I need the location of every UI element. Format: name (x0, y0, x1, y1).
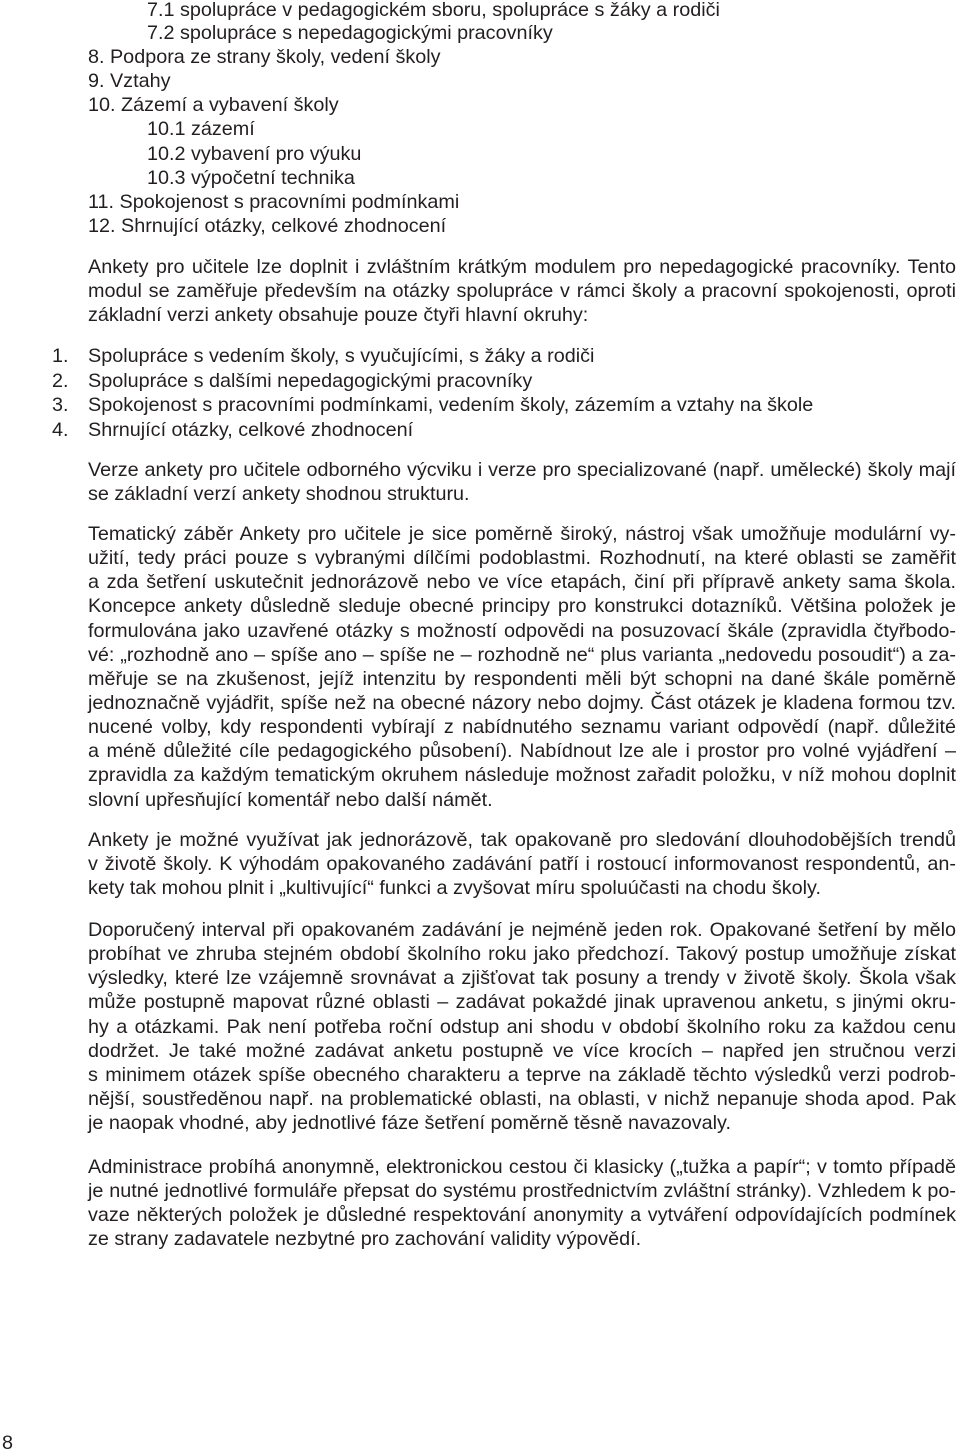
text-line: zpravidla za každým tematickým okruhem následuje možnost zařadit položku, v níž mohou doplnit (88, 764, 956, 787)
outline-item: 8. Podpora ze strany školy, vedení školy (88, 45, 441, 68)
text-line: vaze některých položek je důsledné respektování anonymity a vytváření odpovídajících podmínek (88, 1204, 956, 1227)
list-item-text: Spokojenost s pracovními podmínkami, vedením školy, zázemím a vztahy na škole (88, 394, 814, 417)
text-line: nucené volby, kdy respondenti vybírají z nabídnutého seznamu variant odpovědí (např. důležité (88, 716, 956, 739)
list-item-number: 3. (52, 394, 69, 417)
text-line: je naopak vhodné, aby jednotlivé fáze šetření poměrně těsně navazovaly. (88, 1112, 731, 1135)
outline-item: 11. Spokojenost s pracovními podmínkami (88, 190, 460, 213)
outline-item: 7.2 spolupráce s nepedagogickými pracovníky (147, 21, 553, 44)
list-item (52, 369, 956, 394)
paragraph-interval (88, 918, 956, 1135)
outline-item: 10.2 vybavení pro výuku (147, 142, 362, 165)
outline-item: 7.1 spolupráce v pedagogickém sboru, spolupráce s žáky a rodiči (147, 0, 720, 21)
text-line: Ankety je možné využívat jak jednorázově, tak opakovaně pro sledování dlouhodobějších trendů (88, 829, 956, 851)
outline-item: 10.3 výpočetní technika (147, 166, 355, 189)
text-line: a méně důležité cíle pedagogického působení). Nabídnout lze ale i prostor pro volné vyjádření – (88, 740, 956, 763)
text-line: kety tak mohou plnit i „kultivující“ funkci a zvyšovat míru spoluúčasti na chodu školy. (88, 877, 821, 900)
text-line: vé: „rozhodně ano – spíše ano – spíše ne – rozhodně ne“ plus varianta „nedovedu posoudit“) a za- (88, 643, 956, 666)
paragraph-administration (88, 1155, 956, 1252)
text-line: nější, soustředěnou např. na problematické oblasti, na oblasti, v nichž nepanuje shoda apod. Pak (88, 1087, 956, 1110)
paragraph-scope (88, 522, 956, 812)
text-line: základní verzi ankety obsahuje pouze čtyři hlavní okruhy: (88, 304, 589, 327)
list-item-number: 2. (52, 369, 69, 392)
text-line: může postupně mapovat různé oblasti – zadávat pokaždé jinak upravenou anketu, s jinými okru- (88, 991, 956, 1014)
text-line: Administrace probíhá anonymně, elektronickou cestou či klasicky („tužka a papír“; v tomto případě (88, 1156, 956, 1178)
outline-item: 12. Shrnující otázky, celkové zhodnocení (88, 214, 447, 237)
text-line: výsledky, které lze vzájemně srovnávat a zjišťovat tak posuny a trendy v životě školy. Škola však (88, 967, 956, 990)
list-item-text: Spolupráce s vedením školy, s vyučujícími, s žáky a rodiči (88, 345, 595, 367)
paragraph-repetition (88, 828, 956, 900)
list-item (52, 344, 956, 369)
outline-list (0, 0, 960, 238)
list-item-number: 4. (52, 418, 69, 441)
text-line: užití, tedy práci pouze s vybranými dílčími podoblastmi. Rozhodnutí, na které oblasti se zaměřit (88, 547, 956, 570)
text-line: jednoznačně vyjádřit, spíše než na obecné názory nebo dojmy. Část otázek je kladena formou tzv. (88, 691, 956, 714)
text-line: slovní upřesňující komentář nebo další námět. (88, 788, 493, 811)
text-line: ze strany zadavatele nezbytné pro zachování validity výpovědí. (88, 1228, 642, 1251)
text-line: Doporučený interval při opakovaném zadávání je nejméně jeden rok. Opakované šetření by mělo (88, 919, 956, 941)
text-line: Tematický záběr Ankety pro učitele je sice poměrně široký, nástroj však umožňuje modulární vy- (88, 523, 956, 545)
text-line: a zda šetření uskutečnit jednorázově nebo ve více etapách, činí při přípravě ankety sama škola. (88, 571, 956, 594)
outline-item: 10.1 zázemí (147, 118, 255, 141)
text-line: probíhat ve zhruba stejném období školního roku jako předchozí. Takový postup umožňuje získat (88, 943, 956, 966)
list-item (52, 393, 956, 418)
text-line: měřuje se na zkušenost, jejíž intenzitu by respondenti měli být schopni na dané škále poměrně (88, 667, 956, 690)
text-line: se základní verzí ankety shodnou strukturu. (88, 483, 470, 506)
text-line: modul se zaměřuje především na otázky spolupráce v rámci školy a pracovní spokojenosti, oproti (88, 280, 956, 303)
text-line: v životě školy. K výhodám opakovaného zadávání patří i rostoucí informovanost respondentů, an- (88, 853, 956, 876)
text-line: dodržet. Je také možné zadávat anketu postupně ve více krocích – napřed jen stručnou verzi (88, 1039, 956, 1062)
list-item (52, 418, 956, 443)
paragraph-module-intro (88, 255, 956, 327)
module-topics-list (52, 344, 956, 442)
text-line: Ankety pro učitele lze doplnit i zvláštním krátkým modulem pro nepedagogické pracovníky. Tento (88, 256, 956, 278)
text-line: hy a otázkami. Pak není potřeba roční odstup ani shodu v období školního roku za každou cenu (88, 1015, 956, 1038)
paragraph-variants-note (88, 458, 956, 506)
list-item-number: 1. (52, 345, 69, 367)
text-line: Koncepce ankety důsledně sleduje obecné principy pro konstrukci dotazníků. Většina položek je (88, 595, 956, 618)
list-item-text: Spolupráce s dalšími nepedagogickými pracovníky (88, 369, 533, 392)
text-line: formulována jako uzavřené otázky s možností odpovědi na posuzovací škále (zpravidla čtyřbodo- (88, 619, 956, 642)
text-line: je nutné jednotlivé formuláře přepsat do systému prostřednictvím zvláštní stránky). Vzhledem k po- (88, 1180, 956, 1203)
outline-item: 9. Vztahy (88, 70, 171, 93)
text-line: Verze ankety pro učitele odborného výcviku i verze pro specializované (např. umělecké) školy mají (88, 459, 956, 481)
text-line: s minimem otázek spíše obecného charakteru a teprve na základě těchto výsledků verzi podrob- (88, 1063, 956, 1086)
page-number: 8 (2, 1432, 14, 1454)
outline-item: 10. Zázemí a vybavení školy (88, 94, 339, 117)
list-item-text: Shrnující otázky, celkové zhodnocení (88, 418, 414, 441)
